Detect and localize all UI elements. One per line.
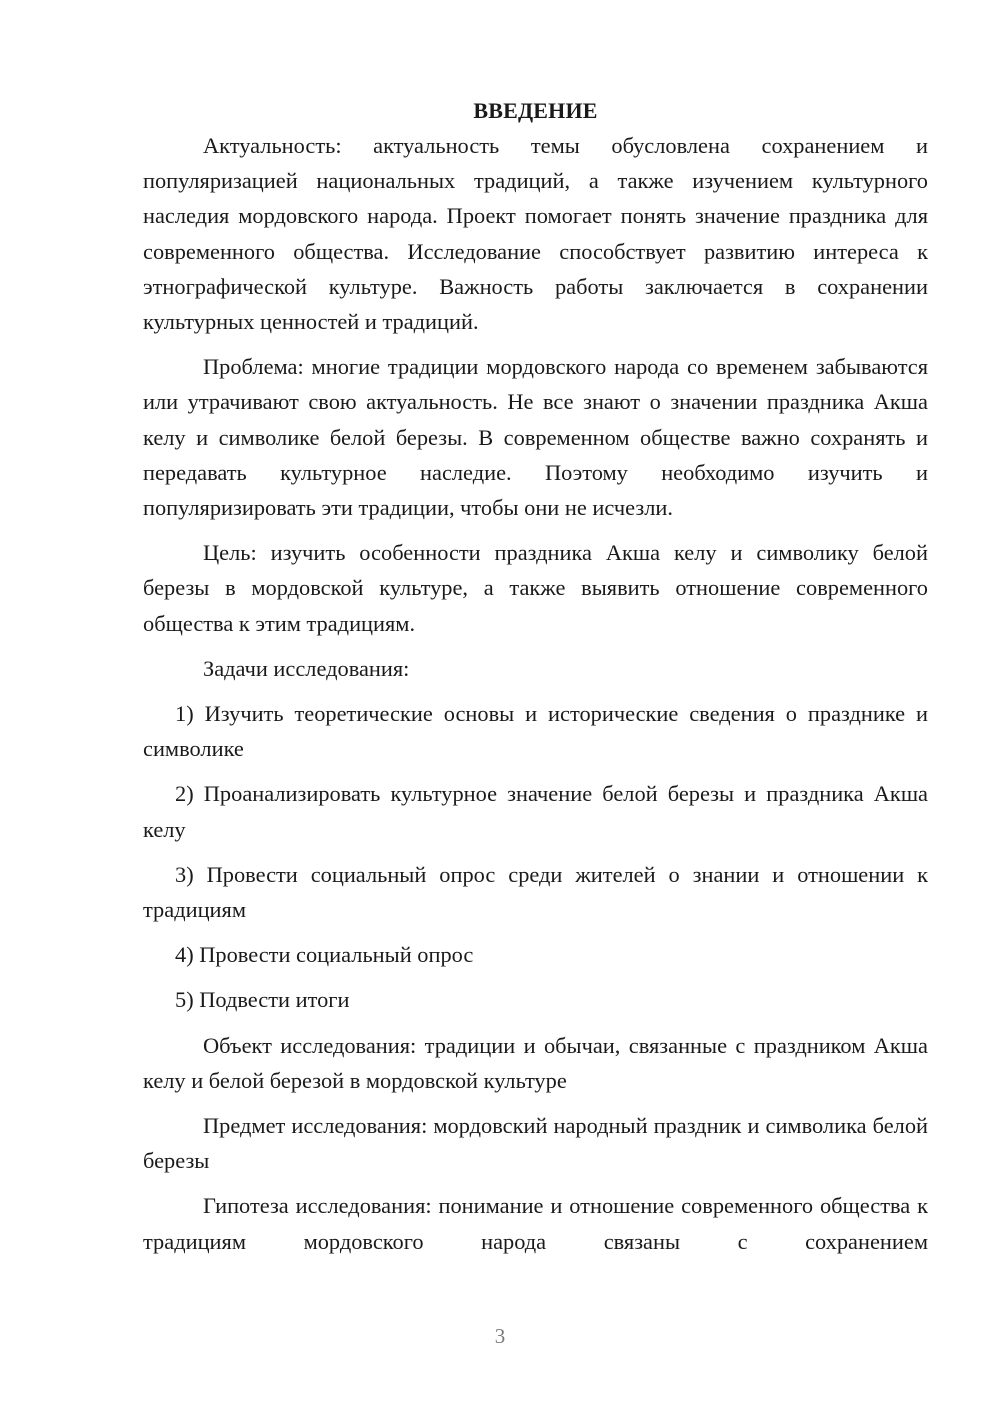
problem-paragraph: Проблема: многие традиции мордовского народа со временем забываются или утрачивают свою актуальность. Не все знают о значении праздника Акша келу и символике белой березы. В современном обществе важно сохранять и передавать культурное наследие. Поэтому необходимо изучить и популяризировать эти традиции, чтобы они не исчезли. [143,354,928,521]
document-page [143,93,928,1269]
page-number: 3 [494,1324,506,1348]
task-item: 3) Провести социальный опрос среди жителей о знании и отношении к традициям [143,861,928,923]
task-item: 1) Изучить теоретические основы и исторические сведения о празднике и символике [143,701,928,762]
hypothesis-paragraph: Гипотеза исследования: понимание и отношение современного общества к традициям мордовского народа связаны с сохранением [143,1193,928,1254]
object-paragraph: Объект исследования: традиции и обычаи, связанные с праздником Акша келу и белой березой в мордовской культуре [143,1032,928,1093]
task-item: 4) Провести социальный опрос [175,942,474,968]
document-title: ВВЕДЕНИЕ [473,98,598,123]
tasks-heading: Задачи исследования: [203,655,410,681]
task-item: 2) Проанализировать культурное значение белой березы и праздника Акша келу [143,781,928,842]
subject-paragraph: Предмет исследования: мордовский народный праздник и символика белой березы [143,1113,928,1174]
relevance-paragraph: Актуальность: актуальность темы обусловлена сохранением и популяризацией национальных традиций, а также изучением культурного наследия мордовского народа. Проект помогает понять значение праздника для современного общества. Исследование способствует развитию интереса к этнографической культуре. Важность работы заключается в сохранении культурных ценностей и традиций. [143,133,928,335]
task-item: 5) Подвести итоги [175,987,350,1013]
goal-paragraph: Цель: изучить особенности праздника Акша келу и символику белой березы в мордовской культуре, а также выявить отношение современного общества к этим традициям. [143,540,928,636]
